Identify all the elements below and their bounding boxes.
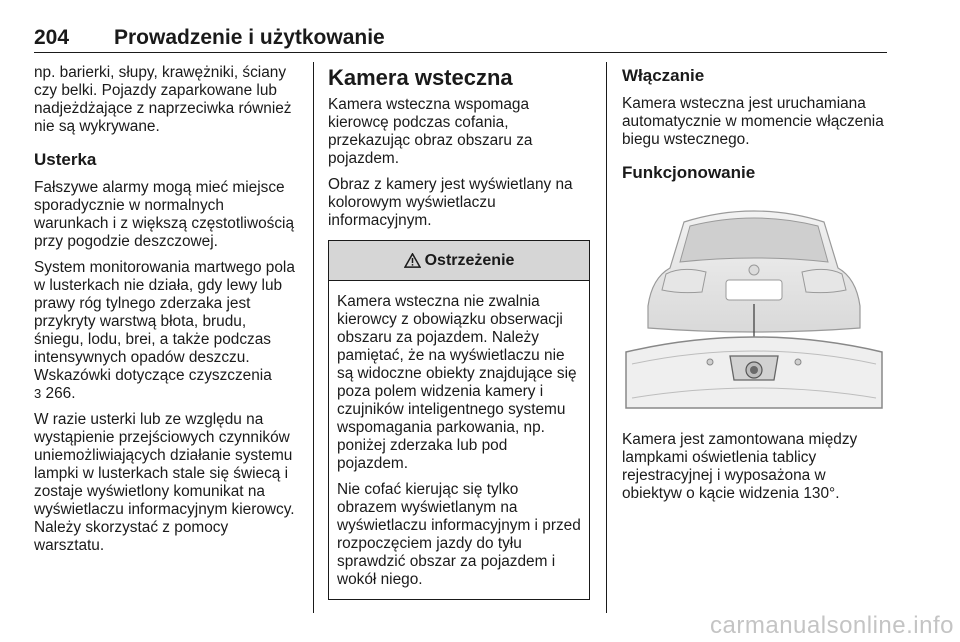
warning-box: [328, 240, 590, 600]
paragraph: W razie usterki lub ze względu na wystąpienie przejściowych czynników uniemożliwiających działanie systemu lampki w lusterkach stale się świecą i zostaje wyświetlony komunikat na wyświetlaczu informacyjnym kierowcy. Należy skorzystać z pomocy warsztatu.: [34, 411, 295, 554]
intro-paragraph: np. barierki, słupy, krawężniki, ściany czy belki. Pojazdy zaparkowane lub nadjeżdżające z naprzeciwka również nie są wykrywane.: [34, 64, 292, 135]
watermark: carmanualsonline.info: [710, 612, 954, 639]
section-heading-activation: Włączanie: [622, 66, 705, 85]
paragraph: Kamera jest zamontowana między lampkami oświetlenia tablicy rejestracyjnej i wyposażona w obiektyw o kącie widzenia 130°.: [622, 431, 858, 502]
paragraph: Kamera wsteczna jest uruchamiana automatycznie w momencie włączenia biegu wstecznego.: [622, 95, 884, 148]
page-title: Prowadzenie i użytkowanie: [114, 26, 385, 49]
column-left: [34, 64, 300, 563]
section-heading-fault: Usterka: [34, 150, 97, 169]
warning-title: Ostrzeżenie: [424, 251, 515, 269]
section-heading-function: Funkcjonowanie: [622, 163, 756, 182]
section-heading-rear-camera: Kamera wsteczna: [328, 65, 513, 90]
paragraph-text: System monitorowania martwego pola w lusterkach nie działa, gdy lewy lub prawy róg tylnego zderzaka jest przykryty warstwą błota, brudu, śniegu, lodu, brei, a także podczas intensywnych opadów deszczu. Wskazówki dotyczące czyszczenia: [34, 259, 295, 384]
warning-triangle-icon: [404, 253, 421, 268]
column-divider: [313, 62, 314, 613]
paragraph: [34, 259, 300, 403]
page-header: [34, 22, 887, 53]
paragraph: Fałszywe alarmy mogą mieć miejsce sporadycznie w normalnych warunkach i z większą częstotliwością przy pogodzie deszczowej.: [34, 179, 295, 250]
column-right: [622, 64, 888, 511]
warning-header: [329, 241, 589, 281]
page-reference-link[interactable]: 266.: [45, 385, 76, 402]
warning-paragraph: Nie cofać kierując się tylko obrazem wyświetlanym na wyświetlaczu informacyjnym i przed rozpoczęciem jazdy do tyłu sprawdzić obszar za pojazdem i wokół niego.: [337, 481, 581, 588]
warning-body: [329, 281, 589, 599]
column-middle: [328, 64, 590, 600]
paragraph: Obraz z kamery jest wyświetlany na kolorowym wyświetlaczu informacyjnym.: [328, 176, 573, 229]
paragraph: Kamera wsteczna wspomaga kierowcę podczas cofania, przekazując obraz obszaru za pojazdem.: [328, 96, 533, 167]
rear-camera-illustration: [622, 202, 886, 412]
column-divider: [606, 62, 607, 613]
warning-paragraph: Kamera wsteczna nie zwalnia kierowcy z obowiązku obserwacji obszaru za pojazdem. Należy pamiętać, że na wyświetlaczu nie są widoczne obiekty znajdujące się poza polem widzenia kamery i czujników inteligentnego systemu wspomagania parkowania, np. poniżej zderzaka lub pod pojazdem.: [337, 293, 577, 472]
page-reference-arrow-icon: 3: [34, 386, 42, 401]
page-number: 204: [34, 26, 70, 49]
